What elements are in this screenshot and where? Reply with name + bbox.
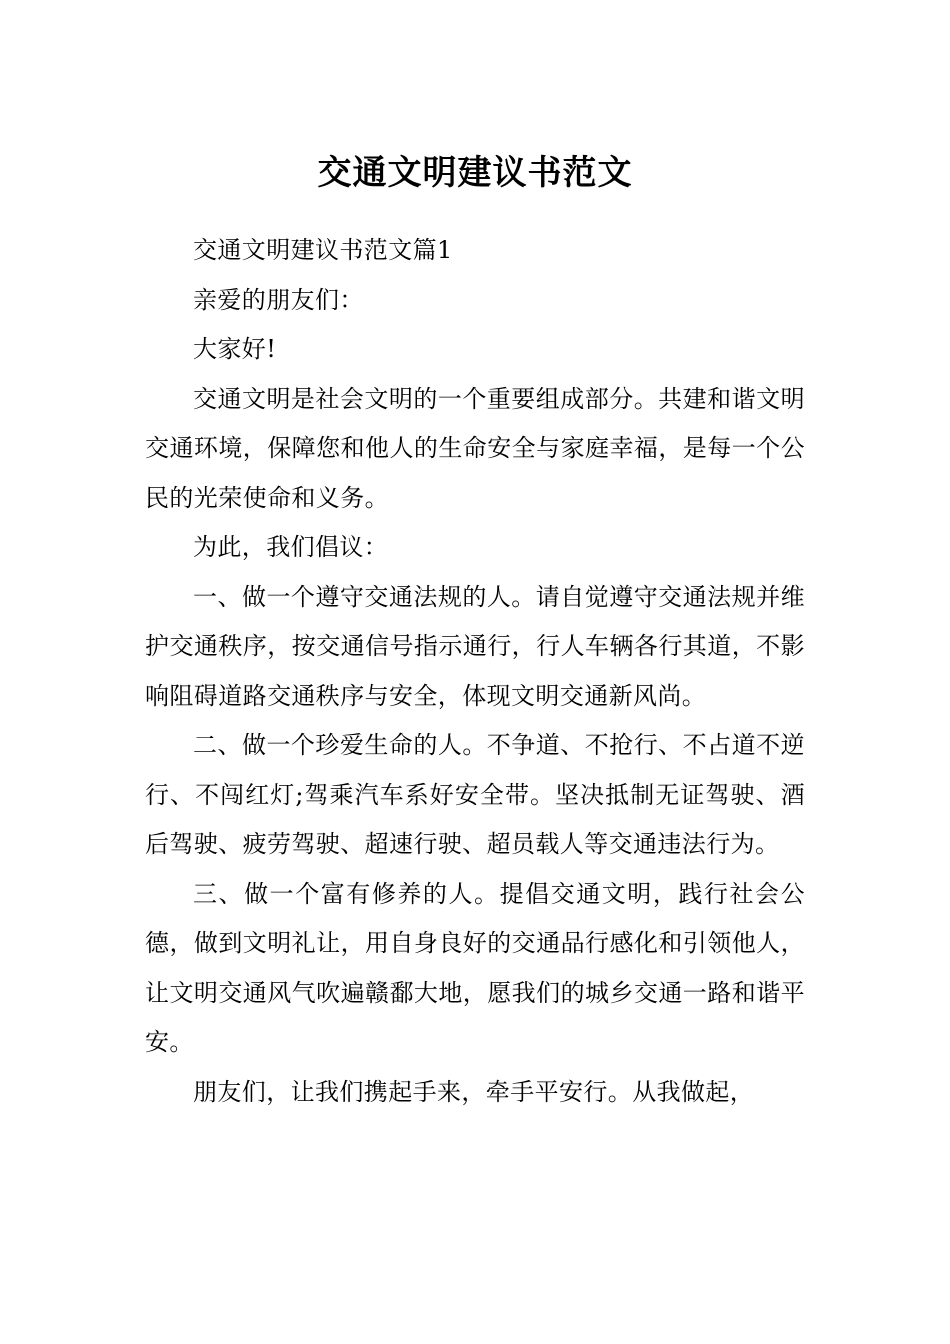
intro-paragraph: 交通文明是社会文明的一个重要组成部分。共建和谐文明交通环境，保障您和他人的生命安全与家庭幸福，是每一个公民的光荣使命和义务。: [145, 384, 805, 512]
greeting: 大家好!: [193, 335, 277, 363]
document-body: [145, 226, 805, 1117]
salutation: 亲爱的朋友们：: [193, 285, 364, 314]
document-title: 交通文明建议书范文: [317, 152, 633, 193]
proposal-lead: 为此，我们倡议：: [193, 533, 389, 561]
closing-paragraph: 朋友们，让我们携起手来，牵手平安行。从我做起，: [193, 1077, 755, 1106]
proposal-item-2: 二、做一个珍爱生命的人。不争道、不抢行、不占道不逆行、不闯红灯;驾乘汽车系好安全带。坚决抵制无证驾驶、酒后驾驶、疲劳驾驶、超速行驶、超员载人等交通违法行为。: [145, 731, 805, 858]
proposal-item-1: 一、做一个遵守交通法规的人。请自觉遵守交通法规并维护交通秩序，按交通信号指示通行，行人车辆各行其道，不影响阻碍道路交通秩序与安全，体现文明交通新风尚。: [145, 582, 805, 710]
proposal-item-3: 三、做一个富有修养的人。提倡交通文明，践行社会公德，做到文明礼让，用自身良好的交通品行感化和引领他人，让文明交通风气吹遍赣鄱大地，愿我们的城乡交通一路和谐平安。: [145, 879, 805, 1056]
section-heading: 交通文明建议书范文篇1: [193, 236, 453, 264]
